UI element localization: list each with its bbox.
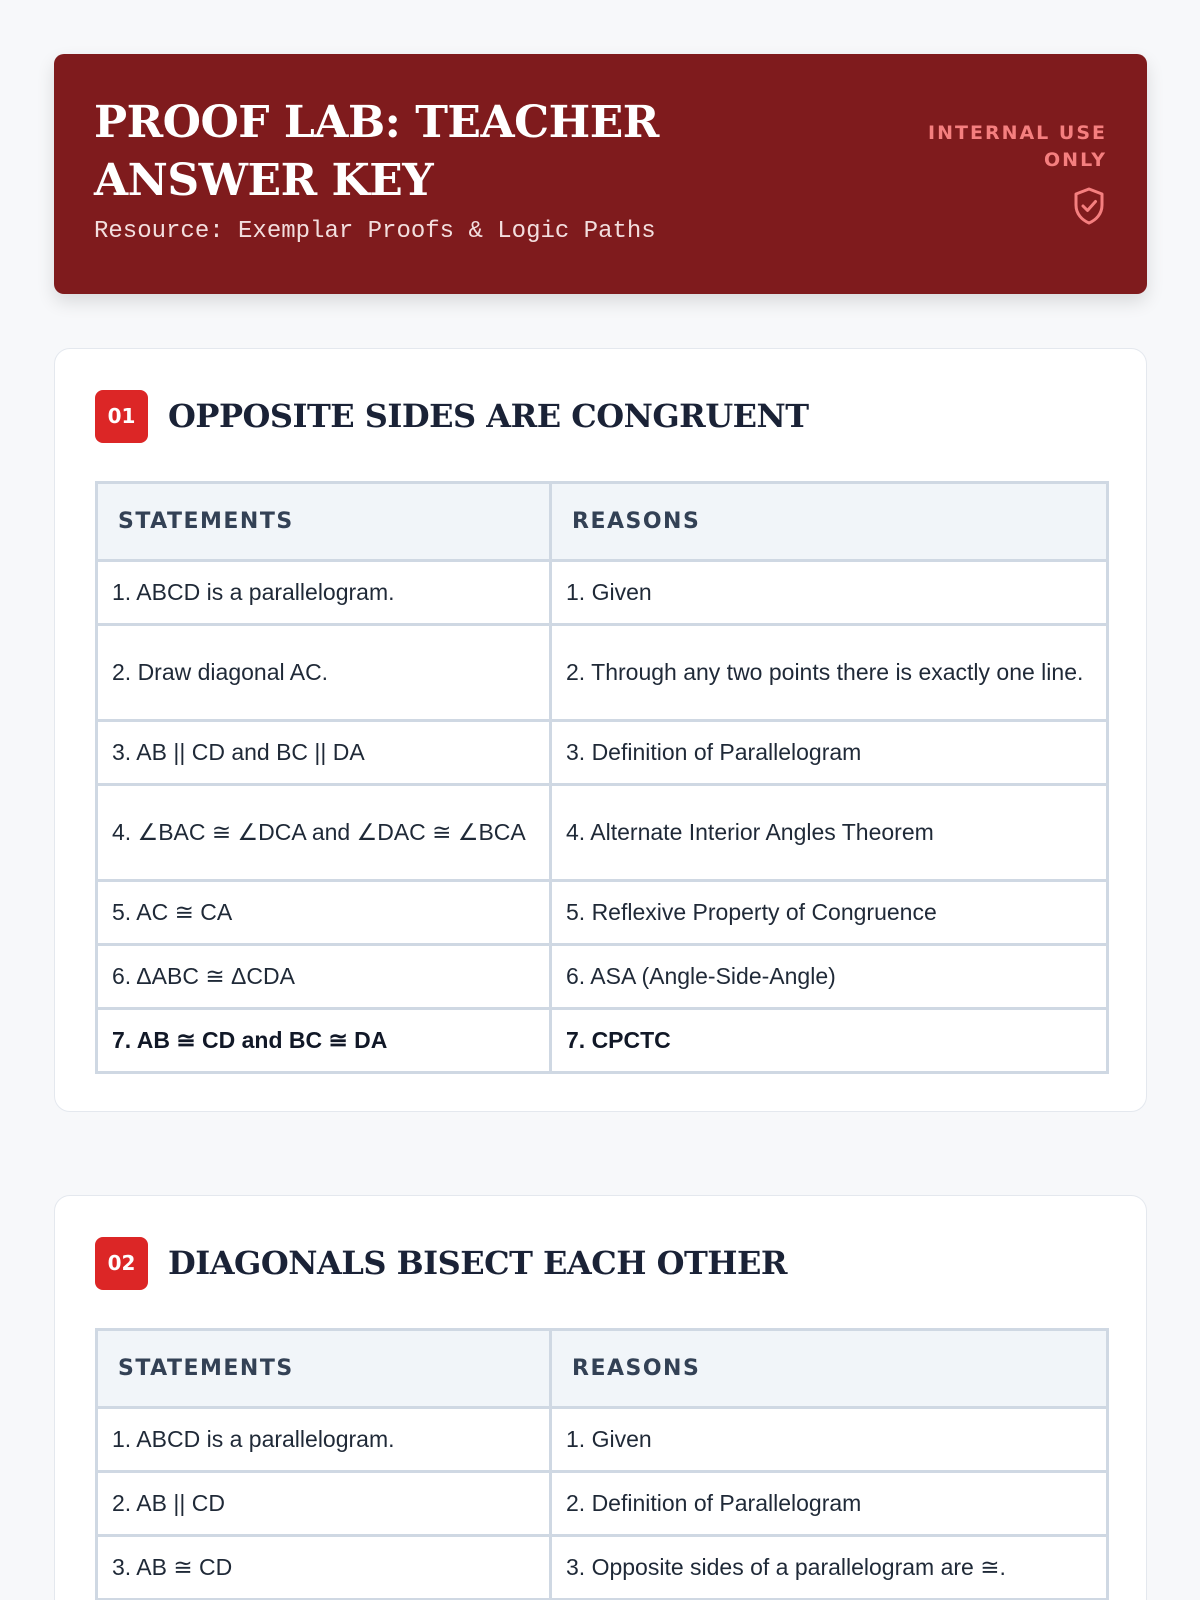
reason-cell: 2. Definition of Parallelogram [551,1472,1108,1536]
reason-cell: 7. CPCTC [551,1009,1108,1073]
statement-cell: 1. ABCD is a parallelogram. [97,561,551,625]
table-row [97,1472,1108,1536]
page-subtitle: Resource: Exemplar Proofs & Logic Paths [94,218,656,245]
table-row [97,945,1108,1009]
reason-cell: 2. Through any two points there is exactly one line. [551,625,1108,721]
reasons-header: REASONS [551,483,1108,561]
proof-title: DIAGONALS BISECT EACH OTHER [168,1244,787,1282]
statements-header: STATEMENTS [97,483,551,561]
header-banner [54,54,1147,294]
statement-cell: 7. AB ≅ CD and BC ≅ DA [97,1009,551,1073]
reason-cell: 1. Given [551,561,1108,625]
statement-cell: 1. ABCD is a parallelogram. [97,1408,551,1472]
table-row [97,1536,1108,1600]
statement-cell: 4. ∠BAC ≅ ∠DCA and ∠DAC ≅ ∠BCA [97,785,551,881]
table-row [97,785,1108,881]
statement-cell: 5. AC ≅ CA [97,881,551,945]
table-row [97,1408,1108,1472]
proof-heading [95,389,1106,443]
statement-cell: 3. AB || CD and BC || DA [97,721,551,785]
table-row [97,721,1108,785]
statements-header: STATEMENTS [97,1330,551,1408]
reason-cell: 3. Opposite sides of a parallelogram are ≅. [551,1536,1108,1600]
reason-cell: 3. Definition of Parallelogram [551,721,1108,785]
internal-use-badge: INTERNAL USE ONLY [928,122,1107,171]
conclusion-row [97,1009,1108,1073]
table-row [97,881,1108,945]
proof-title: OPPOSITE SIDES ARE CONGRUENT [168,397,809,435]
proof-table [95,1328,1109,1600]
reason-cell: 5. Reflexive Property of Congruence [551,881,1108,945]
proof-table [95,481,1109,1074]
statement-cell: 6. ΔABC ≅ ΔCDA [97,945,551,1009]
page-title: PROOF LAB: TEACHER ANSWER KEY [94,97,659,206]
reason-cell: 4. Alternate Interior Angles Theorem [551,785,1108,881]
table-header-row [97,1330,1108,1408]
reason-cell: 6. ASA (Angle-Side-Angle) [551,945,1108,1009]
statement-cell: 2. Draw diagonal AC. [97,625,551,721]
reasons-header: REASONS [551,1330,1108,1408]
proof-card-opposite-sides [54,348,1147,1112]
table-header-row [97,483,1108,561]
proof-heading [95,1236,1106,1290]
proof-number-badge: 01 [95,390,148,443]
proof-number-badge: 02 [95,1237,148,1290]
statement-cell: 3. AB ≅ CD [97,1536,551,1600]
table-row [97,561,1108,625]
table-row [97,625,1108,721]
statement-cell: 2. AB || CD [97,1472,551,1536]
reason-cell: 1. Given [551,1408,1108,1472]
proof-card-diagonals-bisect [54,1195,1147,1600]
shield-check-icon [1071,186,1107,226]
